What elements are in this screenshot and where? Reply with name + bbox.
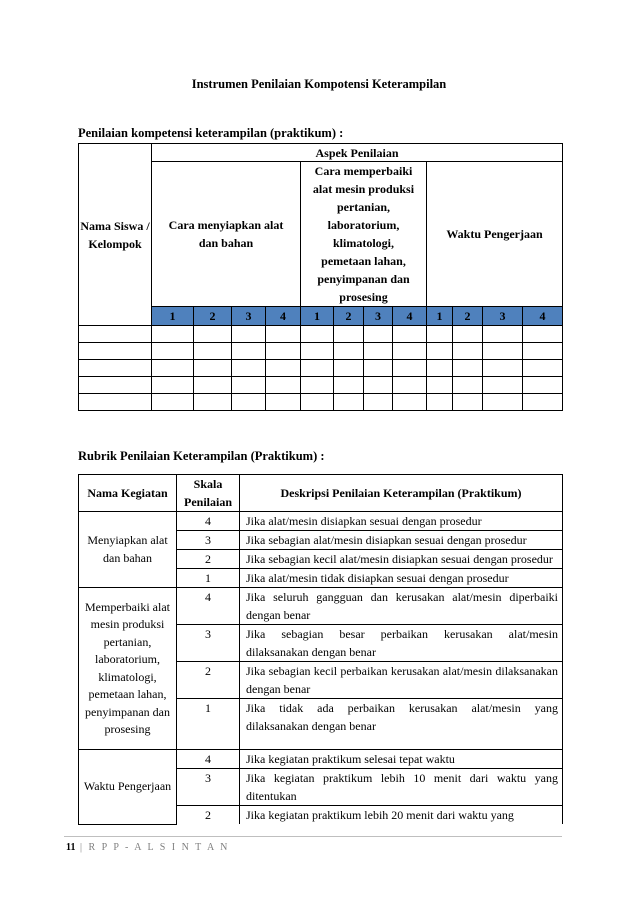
score-number: 3	[483, 307, 523, 326]
rubric-description: Jika kegiatan praktikum selesai tepat waktu	[240, 750, 563, 769]
empty-row	[79, 360, 563, 377]
rubric-score: 2	[177, 662, 240, 699]
score-number: 2	[194, 307, 232, 326]
rubric-score: 2	[177, 806, 240, 825]
header-nama-kegiatan: Nama Kegiatan	[79, 475, 177, 512]
activity-menyiapkan: Menyiapkan alat dan bahan	[79, 512, 177, 588]
activity-waktu: Waktu Pengerjaan	[79, 750, 177, 825]
rubric-description: Jika tidak ada perbaikan kerusakan alat/mesin yang dilaksanakan dengan benar	[240, 699, 563, 750]
score-number: 2	[334, 307, 364, 326]
rubric-description: Jika sebagian kecil alat/mesin disiapkan sesuai dengan prosedur	[240, 550, 563, 569]
score-number: 1	[427, 307, 453, 326]
section-heading-rubrik: Rubrik Penilaian Keterampilan (Praktikum) :	[78, 449, 325, 463]
empty-row	[79, 377, 563, 394]
footer-divider	[64, 836, 562, 837]
score-number-row	[79, 307, 563, 326]
header-deskripsi: Deskripsi Penilaian Keterampilan (Praktikum)	[240, 475, 563, 512]
footer-separator: |	[79, 842, 84, 853]
rubric-score: 2	[177, 550, 240, 569]
score-number: 4	[393, 307, 427, 326]
score-number: 4	[266, 307, 301, 326]
aspect-memperbaiki: Cara memperbaiki alat mesin produksi pertanian, laboratorium, klimatologi, pemetaan lahan, penyimpanan dan prosesing	[301, 162, 427, 307]
rubric-description: Jika sebagian besar perbaikan kerusakan alat/mesin dilaksanakan dengan benar	[240, 625, 563, 662]
score-number: 2	[453, 307, 483, 326]
rubric-description: Jika sebagian kecil perbaikan kerusakan alat/mesin dilaksanakan dengan benar	[240, 662, 563, 699]
document-label: R P P - A L S I N T A N	[88, 842, 230, 853]
header-aspek-penilaian: Aspek Penilaian	[152, 144, 563, 162]
rubric-description: Jika kegiatan praktikum lebih 10 menit dari waktu yang ditentukan	[240, 769, 563, 806]
assessment-table	[78, 143, 563, 411]
empty-row	[79, 326, 563, 343]
rubric-description: Jika alat/mesin tidak disiapkan sesuai dengan prosedur	[240, 569, 563, 588]
header-skala-penilaian: Skala Penilaian	[177, 475, 240, 512]
rubric-score: 3	[177, 625, 240, 662]
rubric-score: 1	[177, 569, 240, 588]
activity-memperbaiki: Memperbaiki alat mesin produksi pertanian, laboratorium, klimatologi, pemetaan lahan, penyimpanan dan prosesing	[79, 588, 177, 750]
aspect-waktu: Waktu Pengerjaan	[427, 162, 563, 307]
page-footer	[66, 842, 229, 853]
rubric-table	[78, 474, 563, 825]
rubric-score: 1	[177, 699, 240, 750]
score-number: 1	[301, 307, 334, 326]
score-number: 1	[152, 307, 194, 326]
rubric-score: 4	[177, 750, 240, 769]
rubric-description: Jika alat/mesin disiapkan sesuai dengan prosedur	[240, 512, 563, 531]
aspect-menyiapkan: Cara menyiapkan alat dan bahan	[152, 162, 301, 307]
rubric-score: 4	[177, 512, 240, 531]
page-title: Instrumen Penilaian Kompotensi Keterampilan	[191, 77, 447, 91]
rubric-score: 3	[177, 769, 240, 806]
rubric-score: 4	[177, 588, 240, 625]
score-number: 3	[364, 307, 393, 326]
header-nama-siswa: Nama Siswa / Kelompok	[79, 144, 152, 326]
rubric-score: 3	[177, 531, 240, 550]
section-heading-penilaian: Penilaian kompetensi keterampilan (praktikum) :	[78, 126, 344, 140]
rubric-description: Jika sebagian alat/mesin disiapkan sesuai dengan prosedur	[240, 531, 563, 550]
rubric-description: Jika seluruh gangguan dan kerusakan alat/mesin diperbaiki dengan benar	[240, 588, 563, 625]
score-number: 3	[232, 307, 266, 326]
rubric-description: Jika kegiatan praktikum lebih 20 menit dari waktu yang	[240, 806, 563, 825]
empty-row	[79, 394, 563, 411]
empty-row	[79, 343, 563, 360]
page-number: 11	[66, 842, 76, 853]
score-number: 4	[523, 307, 563, 326]
